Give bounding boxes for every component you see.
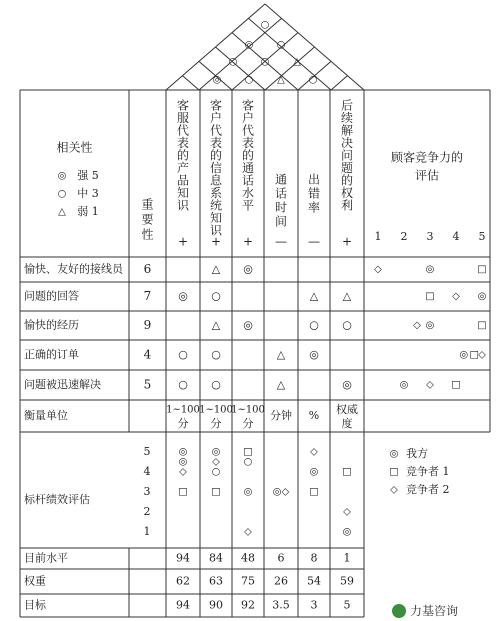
tech-requirement-header-char: 话 (274, 186, 288, 201)
tech-requirement-header-char: 知 (209, 211, 223, 225)
benchmark-mark: □ (309, 486, 319, 498)
roof-correlation-symbol: ○ (228, 56, 238, 68)
correlation-title: 相关性 (56, 140, 93, 155)
competitive-mark: □ (469, 349, 479, 361)
relationship-symbol: ○ (211, 378, 221, 391)
units-value: 度 (341, 417, 353, 430)
tech-requirement-header-char: 的 (241, 148, 255, 163)
roof-outline (166, 4, 364, 90)
tech-requirement-header-char: 问 (340, 148, 354, 163)
units-value: 分钟 (270, 409, 292, 422)
roof-grid-line (331, 76, 348, 90)
importance-header-char: 重 (141, 197, 154, 212)
roof-correlation-symbol: ○ (260, 19, 270, 31)
tech-requirement-header-char: 户 (241, 111, 255, 125)
tech-requirement-header-char: 错 (307, 186, 321, 201)
benchmark-mark: ◎ (178, 446, 188, 458)
weights-value: 62 (176, 574, 190, 588)
relationship-symbol: ◎ (243, 262, 253, 276)
weights-value: 75 (241, 574, 255, 588)
weights-value: 54 (307, 574, 321, 588)
benchmark-mark: ◇ (343, 506, 351, 518)
targets-value: 92 (241, 598, 255, 612)
customer-requirement-label: 正确的订单 (24, 348, 79, 361)
tech-requirement-header-char: 率 (307, 200, 321, 215)
benchmark-mark: □ (342, 466, 352, 478)
relationship-symbol: ○ (342, 318, 352, 332)
tech-requirement-header-char: 统 (209, 198, 223, 213)
tech-direction-symbol: — (275, 234, 287, 249)
competitive-mark: ◎ (477, 291, 487, 302)
relationship-symbol: ○ (178, 348, 188, 361)
correlation-legend-symbol: △ (58, 206, 66, 218)
relationship-symbol: ◎ (342, 378, 352, 391)
correlation-legend-label: 中 3 (77, 187, 99, 200)
benchmark-mark: ◇ (179, 466, 187, 478)
competitive-mark: ◎ (425, 264, 435, 275)
tech-requirement-header-char: 间 (274, 214, 288, 229)
tech-requirement-header-char: 代 (176, 123, 190, 138)
competitive-scale-label: 3 (426, 230, 434, 243)
tech-requirement-header-char: 代 (209, 123, 223, 138)
tech-requirement-header-char: 客 (209, 98, 223, 113)
benchmark-mark: ◎ (178, 456, 188, 468)
competitive-header-line2: 评估 (414, 168, 440, 183)
tech-requirement-header-char: 客 (176, 98, 190, 113)
tech-requirement-header-char: 代 (241, 123, 255, 138)
tech-requirement-header-char: 知 (176, 186, 190, 200)
tech-requirement-header-char: 识 (176, 198, 190, 213)
benchmark-legend-symbol: ◇ (390, 484, 398, 496)
benchmark-legend-symbol: ◎ (389, 448, 399, 460)
units-value: 分 (242, 417, 254, 430)
weights-value: 26 (274, 574, 288, 588)
tech-requirement-header-char: 通 (274, 172, 288, 187)
current-level-value: 8 (310, 551, 318, 565)
tech-requirement-header-char: 平 (241, 198, 255, 213)
importance-header-char: 要 (141, 212, 154, 227)
relationship-symbol: ○ (178, 378, 188, 391)
competitive-mark: ◇ (374, 264, 382, 275)
correlation-legend-symbol: ◎ (57, 170, 67, 182)
benchmark-scale-label: 3 (143, 485, 151, 498)
tech-requirement-header-char: 系 (209, 186, 223, 200)
benchmark-mark: ◎ (243, 486, 253, 498)
tech-requirement-header-char: 表 (209, 136, 223, 150)
tech-requirement-header-char: 客 (241, 98, 255, 113)
relationship-symbol: △ (276, 348, 286, 361)
current-level-value: 84 (209, 551, 223, 565)
customer-requirement-label: 问题的回答 (24, 289, 79, 303)
targets-value: 3.5 (272, 598, 290, 612)
tech-requirement-header-char: 续 (340, 111, 354, 125)
competitive-mark: ◇ (452, 291, 460, 302)
tech-direction-symbol: — (308, 234, 320, 249)
customer-importance-value: 9 (143, 318, 152, 332)
roof-correlation-symbol: ○ (260, 56, 270, 68)
benchmark-scale-label: 5 (143, 445, 151, 458)
tech-requirement-header-char: 息 (209, 173, 223, 188)
tech-requirement-header-char: 产 (176, 161, 190, 175)
watermark-text: 力基咨询 (410, 604, 459, 618)
roof-grid-line (183, 76, 200, 90)
relationship-symbol: ◎ (178, 289, 188, 303)
benchmark-scale-label: 1 (143, 525, 151, 538)
tech-requirement-header-char: 利 (340, 198, 354, 213)
tech-requirement-header-char: 通 (241, 161, 255, 175)
targets-value: 94 (176, 598, 190, 612)
relationship-symbol: ○ (211, 348, 221, 361)
benchmark-mark: ◇ (212, 456, 220, 468)
competitive-scale-label: 5 (478, 230, 486, 243)
relationship-symbol: △ (211, 262, 221, 276)
roof-grid-line (216, 47, 266, 90)
competitive-mark: □ (451, 379, 461, 391)
benchmark-mark: □ (178, 486, 188, 498)
current-level-label: 目前水平 (24, 551, 68, 565)
competitive-mark: ◇ (413, 320, 421, 331)
competitive-mark: ◎ (399, 379, 409, 391)
tech-requirement-header-char: 的 (209, 148, 223, 163)
competitive-mark: ◎ (459, 349, 469, 361)
competitive-scale-label: 4 (452, 230, 460, 243)
units-row-label: 衡量单位 (24, 409, 68, 422)
benchmark-mark: ◇ (310, 446, 318, 458)
correlation-legend-symbol: ○ (57, 188, 67, 200)
tech-direction-symbol: + (177, 234, 189, 249)
tech-requirement-header-char: 解 (340, 123, 354, 138)
benchmark-mark: ○ (243, 456, 253, 468)
benchmark-mark: ◎◇ (272, 486, 290, 498)
current-level-value: 48 (241, 551, 255, 565)
benchmark-legend-label: 我方 (406, 447, 428, 460)
roof-correlation-symbol: ◎ (212, 74, 222, 86)
competitive-mark: ◇ (426, 379, 434, 391)
tech-requirement-header-char: 权 (340, 186, 354, 200)
tech-requirement-header-char: 服 (176, 111, 190, 125)
benchmark-legend-label: 竞争者 2 (406, 483, 450, 496)
benchmark-mark: □ (211, 486, 221, 498)
competitive-mark: ◇ (478, 349, 486, 361)
benchmark-legend-label: 竞争者 1 (406, 465, 450, 478)
customer-requirement-label: 愉快的经历 (24, 318, 79, 332)
benchmark-scale-label: 2 (143, 505, 151, 518)
benchmark-mark: ◇ (244, 526, 252, 538)
targets-value: 90 (209, 598, 223, 612)
customer-importance-value: 6 (143, 262, 152, 276)
units-value: 权威 (336, 403, 358, 416)
relationship-symbol: △ (276, 378, 286, 391)
importance-header-char: 性 (141, 227, 154, 242)
tech-direction-symbol: + (210, 234, 222, 249)
units-value: 1~100 (199, 404, 233, 416)
tech-direction-symbol: + (242, 234, 254, 249)
correlation-legend-label: 强 5 (77, 169, 99, 182)
benchmark-label: 标杆绩效评估 (24, 493, 90, 506)
tech-requirement-header-char: 信 (209, 161, 223, 175)
relationship-symbol: △ (309, 289, 319, 303)
weights-value: 59 (340, 574, 354, 588)
weights-label: 权重 (24, 574, 46, 588)
units-value: 分 (177, 417, 189, 430)
relationship-symbol: ○ (211, 289, 221, 303)
tech-requirement-header-char: 话 (241, 173, 255, 188)
competitive-mark: ◎ (425, 320, 435, 331)
competitive-mark: □ (477, 264, 487, 275)
roof-correlation-symbol: △ (293, 56, 301, 68)
competitive-scale-label: 1 (374, 230, 382, 243)
customer-requirement-label: 问题被迅速解决 (24, 378, 101, 391)
tech-requirement-header-char: 户 (209, 111, 223, 125)
units-value: % (308, 409, 320, 422)
tech-requirement-header-char: 题 (340, 161, 354, 175)
competitive-header-line1: 顾客竞争力的 (390, 150, 464, 165)
roof-correlation-symbol: ○ (244, 74, 254, 86)
roof-correlation-symbol: ◎ (244, 39, 254, 51)
competitive-mark: □ (477, 320, 487, 331)
tech-requirement-header-char: 后 (340, 98, 354, 113)
benchmark-mark: ◎ (309, 466, 319, 478)
benchmark-mark: ○ (211, 466, 221, 478)
benchmark-mark: ◎ (342, 526, 352, 538)
tech-requirement-header-char: 的 (176, 148, 190, 163)
weights-value: 63 (209, 574, 223, 588)
tech-requirement-header-char: 识 (209, 223, 223, 238)
tech-direction-symbol: + (341, 234, 353, 249)
tech-requirement-header-char: 时 (274, 200, 288, 215)
tech-requirement-header-char: 表 (176, 136, 190, 150)
relationship-symbol: ○ (309, 318, 319, 332)
roof-correlation-symbol: ○ (276, 39, 286, 51)
units-value: 1~100 (231, 404, 265, 416)
tech-requirement-header-char: 的 (340, 173, 354, 188)
customer-importance-value: 7 (143, 289, 152, 303)
benchmark-mark: □ (243, 446, 253, 458)
current-level-value: 1 (343, 551, 351, 565)
current-level-value: 6 (277, 551, 285, 565)
tech-requirement-header-char: 决 (340, 136, 354, 150)
targets-value: 3 (310, 598, 318, 612)
tech-requirement-header-char: 品 (176, 173, 190, 188)
customer-importance-value: 5 (143, 377, 152, 392)
current-level-value: 94 (176, 551, 190, 565)
roof-grid-line (265, 47, 315, 90)
targets-value: 5 (343, 598, 351, 612)
benchmark-scale-label: 4 (143, 465, 151, 478)
tech-requirement-header-char: 水 (241, 186, 255, 200)
watermark (392, 602, 458, 619)
relationship-symbol: ◎ (243, 318, 253, 332)
wechat-logo-icon (392, 604, 406, 618)
units-value: 1~100 (166, 404, 200, 416)
relationship-symbol: △ (342, 289, 352, 303)
units-value: 分 (210, 417, 222, 430)
relationship-symbol: ◎ (309, 348, 319, 361)
tech-requirement-header-char: 表 (241, 136, 255, 150)
customer-importance-value: 4 (143, 347, 152, 362)
targets-label: 目标 (24, 598, 46, 612)
correlation-legend-label: 弱 1 (77, 205, 99, 218)
roof-correlation-symbol: △ (277, 74, 285, 86)
relationship-symbol: △ (211, 318, 221, 332)
competitive-scale-label: 2 (400, 230, 408, 243)
customer-requirement-label: 愉快、友好的接线员 (24, 262, 123, 276)
tech-requirement-header-char: 出 (307, 172, 321, 187)
benchmark-mark: ◎ (211, 446, 221, 458)
competitive-mark: □ (425, 291, 435, 302)
benchmark-legend-symbol: □ (389, 466, 399, 478)
roof-correlation-symbol: ○ (308, 74, 318, 86)
